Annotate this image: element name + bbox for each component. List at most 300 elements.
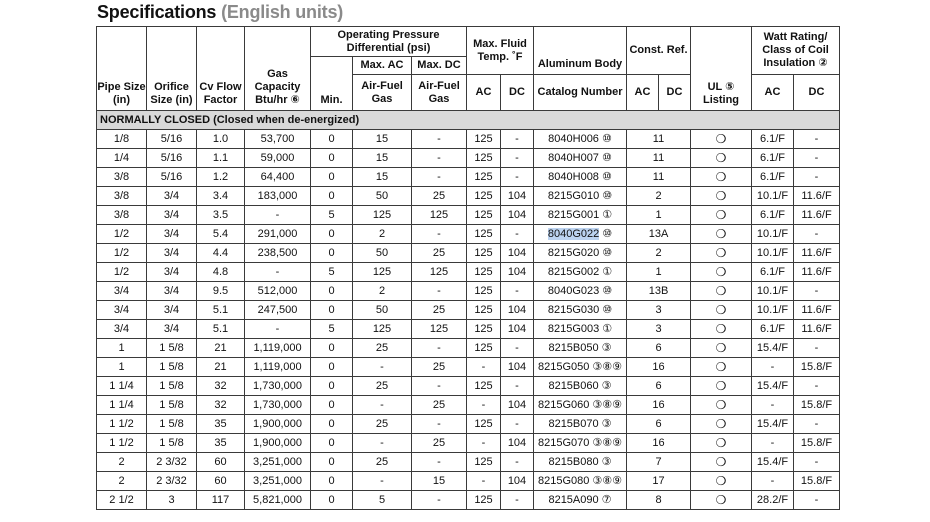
cell-temp-dc: 104 — [501, 396, 534, 415]
cell-ul-listing: ❍ — [691, 263, 752, 282]
header-pipe-size: Pipe Size (in) — [97, 27, 147, 111]
cell-opd-min: 0 — [311, 434, 353, 453]
cell-cv: 35 — [197, 434, 245, 453]
table-row — [97, 453, 840, 472]
cell-watt-ac: 6.1/F — [752, 263, 794, 282]
header-const-ac: AC — [627, 75, 659, 111]
cell-opd-min: 0 — [311, 168, 353, 187]
cell-const-ref: 1 — [627, 263, 691, 282]
header-max-fluid-temp: Max. Fluid Temp. ˚F — [467, 27, 534, 75]
cell-watt-dc: 11.6/F — [794, 320, 840, 339]
cell-opd-max-ac: 50 — [353, 187, 412, 206]
cell-opd-min: 0 — [311, 377, 353, 396]
cell-catalog-number: 8215G070 ③⑧⑨ — [534, 434, 627, 453]
cell-catalog-number: 8040H007 ⑩ — [534, 149, 627, 168]
cell-opd-max-ac: 15 — [353, 149, 412, 168]
cell-const-ref: 13B — [627, 282, 691, 301]
header-opd-min: Min. — [311, 57, 353, 111]
cell-temp-ac: 125 — [467, 244, 501, 263]
cell-opd-min: 0 — [311, 491, 353, 510]
cell-opd-max-dc: - — [412, 168, 467, 187]
cell-temp-ac: 125 — [467, 301, 501, 320]
cell-temp-dc: 104 — [501, 187, 534, 206]
cell-temp-dc: - — [501, 149, 534, 168]
cell-watt-dc: 11.6/F — [794, 301, 840, 320]
cell-orifice-size: 1 5/8 — [147, 358, 197, 377]
cell-temp-ac: 125 — [467, 453, 501, 472]
title-subtitle: (English units) — [221, 2, 344, 22]
cell-opd-max-ac: 15 — [353, 168, 412, 187]
cell-temp-dc: - — [501, 415, 534, 434]
cell-temp-dc: 104 — [501, 434, 534, 453]
cell-watt-ac: 6.1/F — [752, 130, 794, 149]
cell-opd-max-ac: 25 — [353, 415, 412, 434]
cell-temp-ac: 125 — [467, 130, 501, 149]
cell-watt-dc: - — [794, 453, 840, 472]
cell-opd-max-ac: 5 — [353, 491, 412, 510]
cell-gas-capacity: 1,730,000 — [245, 396, 311, 415]
cell-temp-ac: 125 — [467, 377, 501, 396]
cell-watt-dc: - — [794, 339, 840, 358]
header-aluminum-body: Aluminum Body — [534, 27, 627, 75]
cell-const-ref: 11 — [627, 149, 691, 168]
cell-orifice-size: 3/4 — [147, 320, 197, 339]
cell-temp-ac: 125 — [467, 168, 501, 187]
cell-temp-ac: 125 — [467, 225, 501, 244]
cell-opd-max-ac: 25 — [353, 339, 412, 358]
cell-temp-ac: 125 — [467, 149, 501, 168]
cell-watt-dc: - — [794, 415, 840, 434]
cell-temp-ac: 125 — [467, 282, 501, 301]
cell-gas-capacity: 64,400 — [245, 168, 311, 187]
cell-gas-capacity: 53,700 — [245, 130, 311, 149]
cell-watt-dc: 15.8/F — [794, 472, 840, 491]
cell-orifice-size: 2 3/32 — [147, 472, 197, 491]
table-row — [97, 168, 840, 187]
cell-const-ref: 16 — [627, 358, 691, 377]
cell-opd-max-dc: 15 — [412, 472, 467, 491]
cell-watt-ac: - — [752, 434, 794, 453]
cell-temp-dc: - — [501, 282, 534, 301]
table-row — [97, 263, 840, 282]
cell-cv: 5.4 — [197, 225, 245, 244]
cell-orifice-size: 3/4 — [147, 225, 197, 244]
cell-temp-ac: - — [467, 358, 501, 377]
cell-opd-max-dc: - — [412, 225, 467, 244]
cell-ul-listing: ❍ — [691, 415, 752, 434]
cell-opd-max-ac: 2 — [353, 282, 412, 301]
cell-const-ref: 6 — [627, 339, 691, 358]
cell-gas-capacity: 5,821,000 — [245, 491, 311, 510]
cell-gas-capacity: - — [245, 206, 311, 225]
cell-gas-capacity: 59,000 — [245, 149, 311, 168]
cell-watt-ac: 10.1/F — [752, 187, 794, 206]
table-row — [97, 320, 840, 339]
header-air-fuel-gas-dc: Air-Fuel Gas — [412, 75, 467, 111]
cell-orifice-size: 3/4 — [147, 244, 197, 263]
cell-temp-ac: - — [467, 396, 501, 415]
table-row — [97, 149, 840, 168]
cell-watt-ac: - — [752, 358, 794, 377]
cell-ul-listing: ❍ — [691, 339, 752, 358]
cell-ul-listing: ❍ — [691, 434, 752, 453]
cell-catalog-number: 8215G002 ① — [534, 263, 627, 282]
cell-watt-dc: - — [794, 282, 840, 301]
header-catalog-number: Catalog Number — [534, 75, 627, 111]
cell-opd-max-dc: - — [412, 377, 467, 396]
cell-const-ref: 11 — [627, 130, 691, 149]
cell-const-ref: 13A — [627, 225, 691, 244]
cell-catalog-number: 8040G023 ⑩ — [534, 282, 627, 301]
cell-const-ref: 17 — [627, 472, 691, 491]
table-row — [97, 282, 840, 301]
cell-pipe-size: 3/8 — [97, 206, 147, 225]
section-label: NORMALLY CLOSED (Closed when de-energized) — [97, 111, 840, 130]
cell-orifice-size: 3/4 — [147, 263, 197, 282]
cell-ul-listing: ❍ — [691, 491, 752, 510]
cell-const-ref: 3 — [627, 301, 691, 320]
cell-cv: 117 — [197, 491, 245, 510]
cell-temp-dc: 104 — [501, 244, 534, 263]
cell-gas-capacity: 3,251,000 — [245, 453, 311, 472]
cell-watt-dc: - — [794, 377, 840, 396]
cell-pipe-size: 1 1/4 — [97, 396, 147, 415]
cell-watt-dc: 15.8/F — [794, 358, 840, 377]
cell-cv: 4.4 — [197, 244, 245, 263]
cell-pipe-size: 2 — [97, 472, 147, 491]
cell-catalog-number: 8215B050 ③ — [534, 339, 627, 358]
table-row — [97, 339, 840, 358]
table-row — [97, 244, 840, 263]
cell-catalog-number: 8215G050 ③⑧⑨ — [534, 358, 627, 377]
table-row — [97, 206, 840, 225]
cell-opd-max-ac: - — [353, 472, 412, 491]
cell-temp-dc: 104 — [501, 472, 534, 491]
cell-watt-dc: 15.8/F — [794, 434, 840, 453]
table-row — [97, 472, 840, 491]
cell-pipe-size: 1 — [97, 358, 147, 377]
cell-opd-max-dc: - — [412, 415, 467, 434]
cell-const-ref: 2 — [627, 187, 691, 206]
cell-catalog-number: 8215G003 ① — [534, 320, 627, 339]
cell-ul-listing: ❍ — [691, 187, 752, 206]
cell-ul-listing: ❍ — [691, 168, 752, 187]
cell-pipe-size: 1/2 — [97, 263, 147, 282]
cell-opd-min: 0 — [311, 453, 353, 472]
cell-cv: 3.4 — [197, 187, 245, 206]
cell-watt-dc: - — [794, 149, 840, 168]
header-opd-max-ac: Max. AC — [353, 57, 412, 75]
cell-opd-max-ac: 15 — [353, 130, 412, 149]
cell-opd-min: 0 — [311, 187, 353, 206]
cell-orifice-size: 1 5/8 — [147, 415, 197, 434]
table-row — [97, 434, 840, 453]
cell-opd-max-dc: - — [412, 453, 467, 472]
cell-cv: 1.0 — [197, 130, 245, 149]
cell-opd-max-ac: - — [353, 434, 412, 453]
cell-const-ref: 11 — [627, 168, 691, 187]
cell-ul-listing: ❍ — [691, 206, 752, 225]
cell-opd-max-dc: 125 — [412, 320, 467, 339]
cell-watt-dc: 11.6/F — [794, 244, 840, 263]
cell-pipe-size: 1/2 — [97, 225, 147, 244]
cell-watt-dc: 11.6/F — [794, 187, 840, 206]
header-watt-ac: AC — [752, 75, 794, 111]
cell-orifice-size: 3/4 — [147, 282, 197, 301]
cell-temp-dc: - — [501, 377, 534, 396]
cell-temp-ac: 125 — [467, 320, 501, 339]
cell-orifice-size: 1 5/8 — [147, 377, 197, 396]
cell-watt-dc: 11.6/F — [794, 263, 840, 282]
cell-gas-capacity: 1,900,000 — [245, 415, 311, 434]
cell-opd-min: 0 — [311, 301, 353, 320]
cell-watt-ac: 15.4/F — [752, 415, 794, 434]
cell-orifice-size: 3/4 — [147, 187, 197, 206]
cell-opd-max-dc: 25 — [412, 358, 467, 377]
cell-orifice-size: 1 5/8 — [147, 396, 197, 415]
cell-temp-ac: 125 — [467, 491, 501, 510]
cell-cv: 1.2 — [197, 168, 245, 187]
cell-watt-ac: 15.4/F — [752, 453, 794, 472]
cell-opd-max-dc: 25 — [412, 301, 467, 320]
cell-opd-max-dc: 25 — [412, 244, 467, 263]
cell-temp-dc: - — [501, 339, 534, 358]
cell-opd-min: 5 — [311, 320, 353, 339]
cell-temp-ac: 125 — [467, 339, 501, 358]
specifications-table — [96, 26, 840, 510]
cell-const-ref: 16 — [627, 434, 691, 453]
cell-gas-capacity: - — [245, 320, 311, 339]
cell-opd-min: 0 — [311, 225, 353, 244]
cell-const-ref: 6 — [627, 377, 691, 396]
cell-pipe-size: 2 1/2 — [97, 491, 147, 510]
cell-opd-max-ac: 125 — [353, 206, 412, 225]
cell-catalog-number: 8215B080 ③ — [534, 453, 627, 472]
cell-cv: 3.5 — [197, 206, 245, 225]
cell-opd-max-dc: 25 — [412, 396, 467, 415]
title-main: Specifications — [97, 2, 217, 22]
cell-watt-ac: 10.1/F — [752, 301, 794, 320]
cell-temp-dc: - — [501, 453, 534, 472]
cell-ul-listing: ❍ — [691, 396, 752, 415]
table-row — [97, 358, 840, 377]
cell-gas-capacity: 1,119,000 — [245, 339, 311, 358]
cell-opd-min: 0 — [311, 244, 353, 263]
cell-temp-ac: 125 — [467, 263, 501, 282]
cell-temp-ac: 125 — [467, 415, 501, 434]
cell-pipe-size: 3/4 — [97, 301, 147, 320]
cell-orifice-size: 5/16 — [147, 130, 197, 149]
cell-cv: 5.1 — [197, 301, 245, 320]
cell-opd-max-dc: - — [412, 130, 467, 149]
cell-const-ref: 8 — [627, 491, 691, 510]
cell-orifice-size: 3/4 — [147, 206, 197, 225]
cell-pipe-size: 1/8 — [97, 130, 147, 149]
cell-orifice-size: 1 5/8 — [147, 339, 197, 358]
cell-opd-max-ac: - — [353, 358, 412, 377]
header-cv-flow-factor: Cv Flow Factor — [197, 27, 245, 111]
cell-ul-listing: ❍ — [691, 320, 752, 339]
cell-cv: 9.5 — [197, 282, 245, 301]
cell-ul-listing: ❍ — [691, 130, 752, 149]
cell-catalog-number: 8215G060 ③⑧⑨ — [534, 396, 627, 415]
cell-gas-capacity: 238,500 — [245, 244, 311, 263]
cell-watt-ac: 6.1/F — [752, 149, 794, 168]
cell-catalog-number: 8215G010 ⑩ — [534, 187, 627, 206]
cell-const-ref: 7 — [627, 453, 691, 472]
cell-temp-ac: - — [467, 472, 501, 491]
cell-gas-capacity: 512,000 — [245, 282, 311, 301]
cell-watt-ac: - — [752, 472, 794, 491]
cell-ul-listing: ❍ — [691, 282, 752, 301]
cell-ul-listing: ❍ — [691, 358, 752, 377]
cell-gas-capacity: 1,730,000 — [245, 377, 311, 396]
cell-temp-dc: - — [501, 225, 534, 244]
cell-opd-min: 5 — [311, 263, 353, 282]
cell-ul-listing: ❍ — [691, 301, 752, 320]
cell-temp-dc: 104 — [501, 263, 534, 282]
cell-temp-ac: 125 — [467, 206, 501, 225]
cell-gas-capacity: - — [245, 263, 311, 282]
cell-gas-capacity: 291,000 — [245, 225, 311, 244]
cell-ul-listing: ❍ — [691, 453, 752, 472]
cell-temp-dc: - — [501, 491, 534, 510]
cell-pipe-size: 1/4 — [97, 149, 147, 168]
cell-opd-min: 0 — [311, 282, 353, 301]
cell-catalog-number-highlighted: 8040G022 ⑩ — [534, 225, 627, 244]
cell-watt-dc: - — [794, 491, 840, 510]
cell-cv: 5.1 — [197, 320, 245, 339]
header-watt-dc: DC — [794, 75, 840, 111]
cell-catalog-number: 8215G080 ③⑧⑨ — [534, 472, 627, 491]
cell-watt-ac: 10.1/F — [752, 244, 794, 263]
cell-orifice-size: 5/16 — [147, 149, 197, 168]
header-temp-ac: AC — [467, 75, 501, 111]
cell-cv: 32 — [197, 396, 245, 415]
table-row — [97, 225, 840, 244]
cell-cv: 32 — [197, 377, 245, 396]
cell-opd-min: 0 — [311, 358, 353, 377]
cell-pipe-size: 1/2 — [97, 244, 147, 263]
cell-orifice-size: 1 5/8 — [147, 434, 197, 453]
cell-watt-ac: 6.1/F — [752, 206, 794, 225]
cell-opd-max-dc: - — [412, 149, 467, 168]
cell-watt-dc: - — [794, 130, 840, 149]
cell-catalog-number: 8040H008 ⑩ — [534, 168, 627, 187]
table-row — [97, 301, 840, 320]
table-row — [97, 396, 840, 415]
cell-temp-dc: 104 — [501, 206, 534, 225]
cell-pipe-size: 1 1/4 — [97, 377, 147, 396]
cell-opd-max-dc: - — [412, 491, 467, 510]
cell-opd-max-ac: 2 — [353, 225, 412, 244]
cell-const-ref: 1 — [627, 206, 691, 225]
cell-opd-max-ac: 50 — [353, 301, 412, 320]
cell-opd-max-ac: 25 — [353, 377, 412, 396]
cell-orifice-size: 3/4 — [147, 301, 197, 320]
cell-pipe-size: 3/4 — [97, 282, 147, 301]
cell-opd-min: 0 — [311, 149, 353, 168]
cell-cv: 21 — [197, 339, 245, 358]
cell-pipe-size: 3/8 — [97, 187, 147, 206]
cell-opd-max-ac: 125 — [353, 263, 412, 282]
cell-cv: 35 — [197, 415, 245, 434]
cell-catalog-number: 8040H006 ⑩ — [534, 130, 627, 149]
header-operating-pressure: Operating Pressure Differential (psi) — [311, 27, 467, 57]
cell-temp-ac: - — [467, 434, 501, 453]
table-row — [97, 415, 840, 434]
cell-ul-listing: ❍ — [691, 149, 752, 168]
header-orifice-size: Orifice Size (in) — [147, 27, 197, 111]
table-row — [97, 377, 840, 396]
cell-cv: 4.8 — [197, 263, 245, 282]
cell-temp-dc: - — [501, 168, 534, 187]
cell-cv: 1.1 — [197, 149, 245, 168]
cell-opd-max-dc: 25 — [412, 434, 467, 453]
cell-cv: 60 — [197, 472, 245, 491]
cell-const-ref: 6 — [627, 415, 691, 434]
cell-orifice-size: 5/16 — [147, 168, 197, 187]
cell-orifice-size: 2 3/32 — [147, 453, 197, 472]
cell-const-ref: 16 — [627, 396, 691, 415]
cell-opd-max-ac: 25 — [353, 453, 412, 472]
cell-catalog-number: 8215B060 ③ — [534, 377, 627, 396]
cell-watt-ac: 10.1/F — [752, 225, 794, 244]
cell-watt-ac: 15.4/F — [752, 339, 794, 358]
table-row — [97, 491, 840, 510]
cell-const-ref: 3 — [627, 320, 691, 339]
cell-pipe-size: 3/8 — [97, 168, 147, 187]
cell-opd-max-dc: - — [412, 282, 467, 301]
cell-cv: 21 — [197, 358, 245, 377]
table-row — [97, 130, 840, 149]
cell-orifice-size: 3 — [147, 491, 197, 510]
cell-gas-capacity: 1,900,000 — [245, 434, 311, 453]
table-row — [97, 187, 840, 206]
cell-ul-listing: ❍ — [691, 225, 752, 244]
cell-opd-min: 5 — [311, 206, 353, 225]
cell-catalog-number: 8215B070 ③ — [534, 415, 627, 434]
cell-opd-max-dc: - — [412, 339, 467, 358]
cell-catalog-number: 8215G020 ⑩ — [534, 244, 627, 263]
cell-temp-dc: 104 — [501, 301, 534, 320]
cell-opd-min: 0 — [311, 472, 353, 491]
cell-temp-ac: 125 — [467, 187, 501, 206]
cell-opd-min: 0 — [311, 130, 353, 149]
cell-cv: 60 — [197, 453, 245, 472]
cell-ul-listing: ❍ — [691, 472, 752, 491]
cell-opd-max-dc: 25 — [412, 187, 467, 206]
cell-watt-ac: 15.4/F — [752, 377, 794, 396]
cell-gas-capacity: 1,119,000 — [245, 358, 311, 377]
cell-ul-listing: ❍ — [691, 244, 752, 263]
cell-pipe-size: 1 1/2 — [97, 434, 147, 453]
page-title — [97, 0, 343, 24]
header-opd-max-dc: Max. DC — [412, 57, 467, 75]
cell-temp-dc: 104 — [501, 320, 534, 339]
header-watt-rating: Watt Rating/ Class of Coil Insulation ② — [752, 27, 840, 75]
cell-watt-ac: 10.1/F — [752, 282, 794, 301]
cell-watt-dc: - — [794, 225, 840, 244]
cell-opd-max-ac: 125 — [353, 320, 412, 339]
cell-watt-ac: - — [752, 396, 794, 415]
cell-catalog-number: 8215A090 ⑦ — [534, 491, 627, 510]
cell-opd-max-dc: 125 — [412, 206, 467, 225]
cell-pipe-size: 1 1/2 — [97, 415, 147, 434]
cell-temp-dc: - — [501, 130, 534, 149]
cell-watt-dc: 15.8/F — [794, 396, 840, 415]
cell-opd-min: 0 — [311, 339, 353, 358]
